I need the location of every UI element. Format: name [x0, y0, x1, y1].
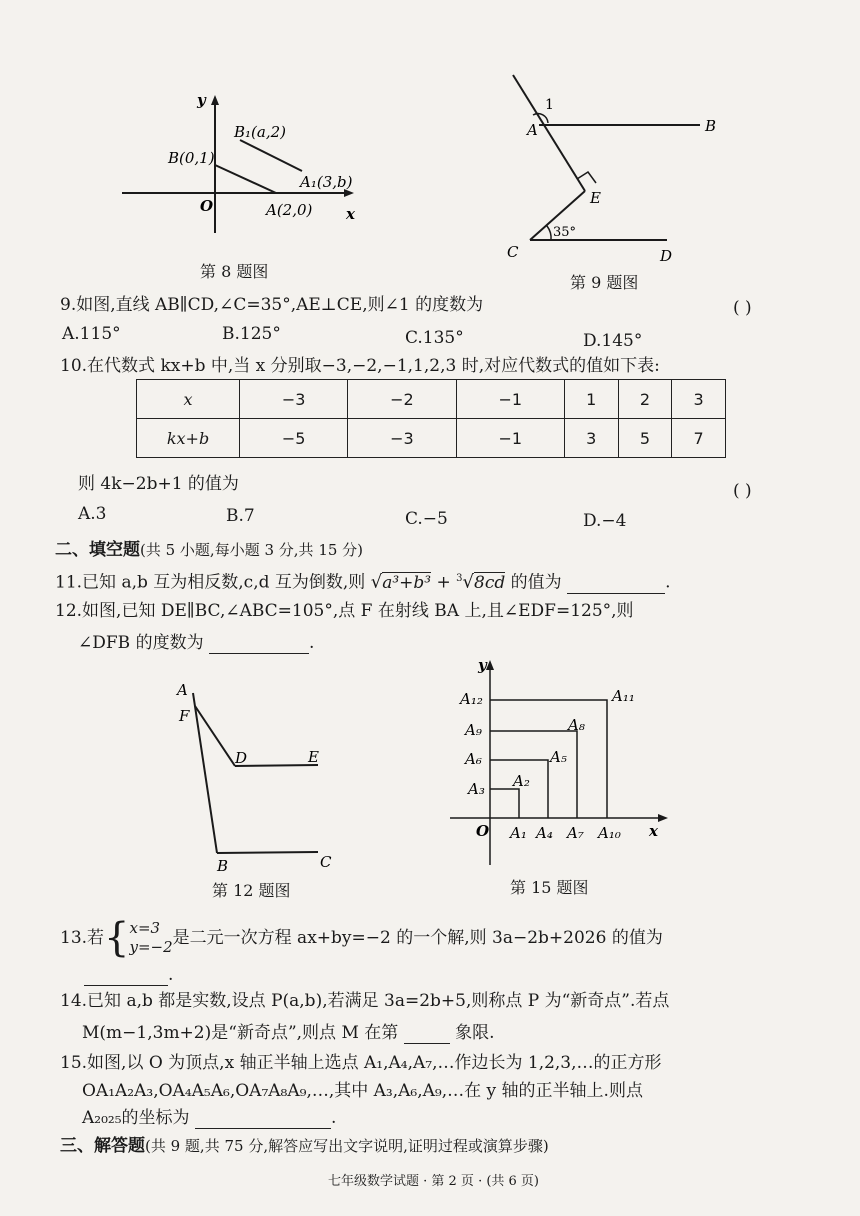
fig8-b1-label: B₁(a,2) [234, 123, 286, 141]
q13-eq-1: x=3 [129, 919, 161, 937]
q12-line-1: 12.如图,已知 DE∥BC,∠ABC=105°,点 F 在射线 BA 上,且∠EDF=125°,则 [55, 601, 634, 621]
q14-line-2-pre: M(m−1,3m+2)是“新奇点”,则点 M 在第 [82, 1023, 399, 1043]
fig9-c-label: C [507, 243, 519, 261]
q14-line-1: 14.已知 a,b 都是实数,设点 P(a,b),若满足 3a=2b+5,则称点 P 为“新奇点”.若点 [60, 991, 670, 1011]
q13-answer-line [84, 964, 173, 986]
table-cell: x [137, 380, 240, 419]
q11-radicand-1: a³+b³ [382, 572, 432, 593]
table-row [137, 380, 726, 419]
table-cell: 5 [618, 419, 672, 458]
figure-15 [440, 650, 675, 875]
fig9-d-label: D [660, 247, 673, 265]
table-cell: −5 [240, 419, 348, 458]
section-2-note: (共 5 小题,每小题 3 分,共 15 分) [140, 541, 364, 559]
q12-answer-blank[interactable] [209, 635, 309, 654]
fig15-y-label: y [478, 656, 487, 674]
q9-answer-bracket: ( ) [733, 298, 752, 318]
figure-9 [495, 65, 745, 270]
fig15-a10-label: A₁₀ [598, 824, 621, 842]
q10-stem: 10.在代数式 kx+b 中,当 x 分别取−3,−2,−1,1,2,3 时,对应代数式的值如下表: [60, 356, 660, 376]
fig12-f-label: F [179, 707, 190, 725]
table-cell: −3 [240, 380, 348, 419]
table-cell: 2 [618, 380, 672, 419]
q10-option-b: B.7 [226, 506, 255, 526]
q15-line-3-pre: A₂₀₂₅的坐标为 [82, 1108, 190, 1128]
table-cell: −1 [456, 380, 564, 419]
table-cell: kx+b [137, 419, 240, 458]
fig15-a7-label: A₇ [567, 824, 584, 842]
q13-end: . [168, 965, 174, 985]
q12-end: . [308, 633, 315, 653]
q11-post: 的值为 [510, 572, 562, 593]
table-cell: 7 [672, 419, 726, 458]
fig15-a1-label: A₁ [510, 824, 527, 842]
q11-sqrt-sign: √ [370, 571, 383, 593]
q9-option-d: D.145° [583, 331, 643, 351]
q13-post: 是二元一次方程 ax+by=−2 的一个解,则 3a−2b+2026 的值为 [172, 928, 663, 948]
q14-line-2 [82, 1022, 494, 1044]
q15-answer-blank[interactable] [195, 1110, 331, 1129]
q9-stem: 9.如图,直线 AB∥CD,∠C=35°,AE⊥CE,则∠1 的度数为 [60, 295, 484, 315]
q10-question: 则 4k−2b+1 的值为 [78, 474, 239, 494]
q10-option-d: D.−4 [583, 511, 627, 531]
q11-plus: + [436, 572, 451, 593]
q13-eq-2: y=−2 [129, 938, 173, 956]
fig15-a8-label: A₈ [568, 716, 585, 734]
section-3-note: (共 9 题,共 75 分,解答应写出文字说明,证明过程或演算步骤) [145, 1137, 549, 1155]
fig15-x-label: x [649, 822, 658, 840]
table-cell: 3 [564, 419, 618, 458]
table-row [137, 419, 726, 458]
q13-answer-blank[interactable] [84, 967, 168, 986]
figure-8-caption: 第 8 题图 [200, 262, 269, 281]
fig12-e-label: E [308, 748, 319, 766]
q10-option-c: C.−5 [405, 509, 448, 529]
fig12-a-label: A [177, 681, 188, 699]
table-cell: −2 [348, 380, 456, 419]
fig15-a11-label: A₁₁ [612, 687, 635, 705]
q9-option-c: C.135° [405, 328, 464, 348]
fig8-a1-label: A₁(3,b) [300, 173, 353, 191]
q15-end: . [330, 1108, 337, 1128]
section-3-heading [60, 1131, 549, 1156]
fig9-b-label: B [705, 117, 717, 135]
table-cell: −3 [348, 419, 456, 458]
table-cell: 1 [564, 380, 618, 419]
fig15-a2-label: A₂ [513, 772, 530, 790]
fig9-e-label: E [590, 189, 601, 207]
fig12-d-label: D [235, 749, 248, 767]
q12-line-2-text: ∠DFB 的度数为 [78, 633, 204, 653]
q11-end: . [665, 572, 671, 593]
fig8-a-label: A(2,0) [266, 201, 313, 219]
q13-line [60, 916, 663, 960]
fig15-a4-label: A₄ [536, 824, 553, 842]
q11-line [55, 568, 670, 594]
fig12-b-label: B [217, 857, 229, 875]
fig15-a12-label: A₁₂ [460, 690, 483, 708]
q15-line-2: OA₁A₂A₃,OA₄A₅A₆,OA₇A₈A₉,…,其中 A₃,A₆,A₉,…在 y 轴的正半轴上.则点 [82, 1081, 643, 1101]
fig8-b-label: B(0,1) [168, 149, 215, 167]
section-3-title: 三、解答题 [60, 1136, 145, 1156]
fig15-origin-label: O [476, 822, 490, 840]
table-cell: −1 [456, 419, 564, 458]
figure-12-caption: 第 12 题图 [212, 881, 291, 900]
q14-answer-blank[interactable] [404, 1025, 450, 1044]
figure-9-caption: 第 9 题图 [570, 273, 639, 292]
page-footer: 七年级数学试题 · 第 2 页 · (共 6 页) [328, 1174, 540, 1189]
fig15-a9-label: A₉ [465, 721, 482, 739]
q13-system [130, 919, 173, 957]
q15-line-3 [82, 1107, 336, 1129]
q14-line-2-post: 象限. [455, 1023, 495, 1043]
q10-answer-bracket: ( ) [733, 481, 752, 501]
fig15-a3-label: A₃ [468, 780, 485, 798]
q13-pre: 13.若 [60, 928, 105, 948]
section-2-title: 二、填空题 [55, 540, 140, 560]
q9-option-a: A.115° [62, 324, 121, 344]
figure-8 [110, 85, 370, 235]
fig12-c-label: C [320, 853, 332, 871]
fig9-a-label: A [527, 121, 538, 139]
q11-radicand-2: 8cd [474, 572, 506, 593]
q15-line-1: 15.如图,以 O 为顶点,x 轴正半轴上选点 A₁,A₄,A₇,…作边长为 1,2,3,…的正方形 [60, 1053, 662, 1073]
q12-line-2 [78, 632, 314, 654]
figure-12 [165, 675, 350, 875]
fig9-angle1-label: 1 [545, 97, 554, 113]
q11-cbrt-sign: √ [462, 571, 475, 593]
q11-answer-blank[interactable] [567, 575, 665, 594]
fig15-a6-label: A₆ [465, 750, 482, 768]
fig8-x-label: x [346, 205, 355, 223]
fig9-angle-label: 35° [553, 225, 577, 240]
section-2-heading [55, 535, 363, 560]
q11-pre: 11.已知 a,b 互为相反数,c,d 互为倒数,则 [55, 572, 366, 593]
fig8-y-label: y [197, 91, 206, 109]
q11-root-index: 3 [456, 573, 463, 584]
q10-value-table [136, 379, 726, 458]
fig15-a5-label: A₅ [550, 748, 567, 766]
q13-brace: { [104, 915, 130, 961]
figure-15-caption: 第 15 题图 [510, 878, 589, 897]
fig8-origin-label: O [200, 197, 214, 215]
table-cell: 3 [672, 380, 726, 419]
q9-option-b: B.125° [222, 324, 281, 344]
q10-option-a: A.3 [78, 504, 107, 524]
